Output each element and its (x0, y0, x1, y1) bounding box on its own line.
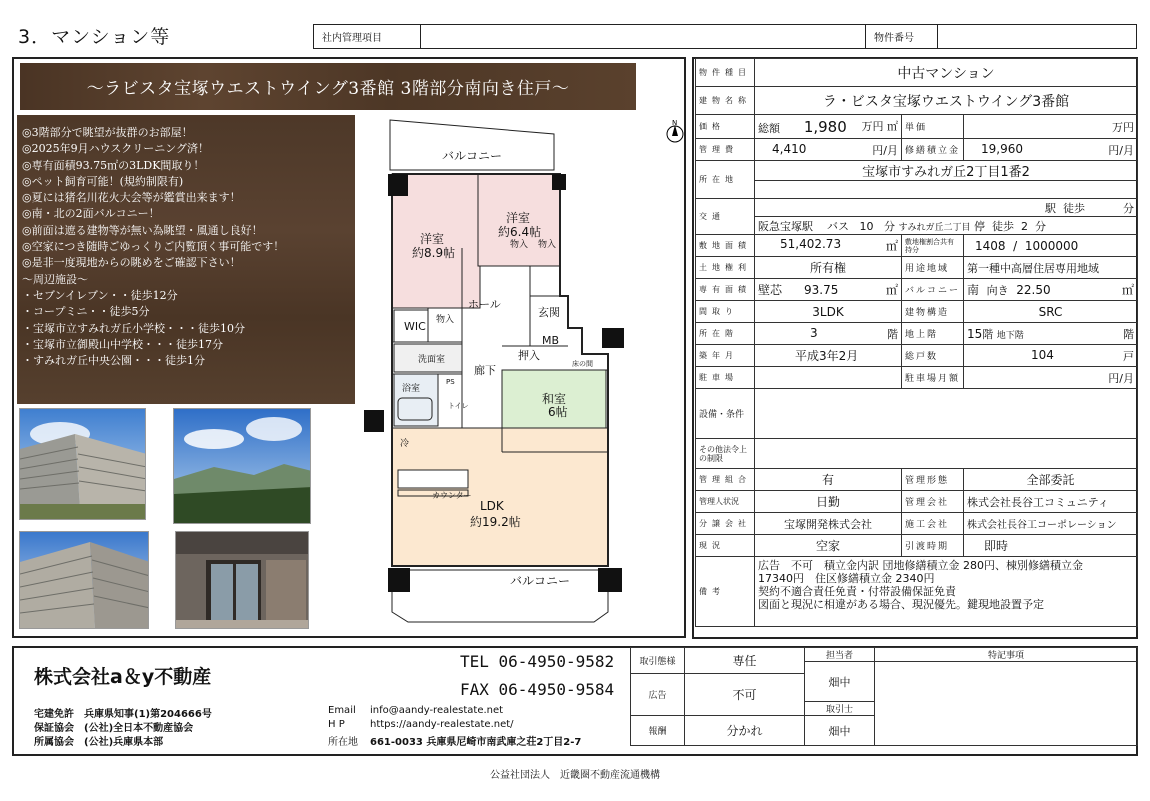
fee-value: 4,410 (772, 141, 807, 156)
unit-price-label: 単価 (901, 115, 963, 139)
plan-ldk: LDK (480, 499, 504, 513)
plan-tokonoma: 床の間 (572, 360, 593, 368)
plan-mb: MB (542, 334, 560, 347)
entrance-photo (175, 531, 309, 629)
plan-washroom: 洗面室 (418, 355, 446, 365)
parking-value (755, 367, 902, 389)
handover-label: 引渡時期 (901, 535, 963, 557)
plan-bath: 浴室 (402, 384, 421, 394)
units-unit: 戸 (1123, 349, 1134, 363)
repair-unit: 円/月 (1108, 143, 1134, 157)
feature-line: ◎空家につき随時ごゆっくりご内覧頂く事可能です！ (22, 240, 285, 254)
deal-value: 専任 (685, 648, 805, 674)
fee-unit: 円/月 (872, 143, 898, 157)
land-area-unit: ㎡ (885, 239, 898, 253)
plan-room2-size: 約6.4帖 (498, 225, 542, 239)
seller-label: 分譲会社 (696, 513, 755, 535)
builder-label: 施工会社 (901, 513, 963, 535)
feature-line: ・セブンイレブン・・徒歩12分 (22, 288, 178, 302)
traffic2-stop: すみれガ丘二丁目 (898, 222, 971, 233)
person-label: 担当者 (805, 648, 875, 662)
manager-value: 日勤 (755, 491, 902, 513)
guarantee-text: 保証協会 (公社)全日本不動産協会 (34, 723, 194, 734)
feature-line: ◎南・北の2面バルコニー！ (22, 207, 160, 221)
repair-label: 修繕積立金 (901, 139, 963, 161)
above-label: 地上階 (901, 323, 963, 345)
feature-line: ◎3階部分で眺望が抜群のお部屋！ (22, 126, 193, 139)
feature-line: ～周辺施設～ (22, 272, 88, 286)
built-value: 平成3年2月 (755, 345, 902, 367)
mgmt-label: 社内管理項目 (314, 25, 421, 48)
land-area-label: 敷地面積 (696, 235, 755, 257)
property-banner: ～ラビスタ宝塚ウエストウイング3番館 3階部分南向き住戸～ (20, 63, 636, 110)
feature-line: ・すみれガ丘中央公園・・・徒歩1分 (22, 354, 205, 368)
parking-fee-label: 駐車場月額 (901, 367, 963, 389)
plan-washitsu: 和室 (542, 392, 567, 406)
addr-value-2 (755, 181, 1138, 199)
header-box (313, 24, 1137, 49)
zone-value: 第一種中高層住居専用地域 (963, 257, 1137, 279)
share-sep: / (1013, 238, 1018, 253)
handover-value: 即時 (963, 535, 1137, 557)
feature-line: ◎ペット飼育可能！(規約制限有) (22, 174, 184, 188)
plan-corridor: 廊下 (474, 364, 496, 377)
tel-number: TEL 06-4950-9582 (460, 652, 615, 671)
section-title: 3．マンション等 (18, 26, 171, 48)
units-value: 104 (1030, 347, 1054, 362)
layout-value: 3LDK (755, 301, 902, 323)
agent-value: 畑中 (805, 716, 875, 746)
type-value: 中古マンション (755, 59, 1138, 87)
plan-storage2: 物入 (538, 240, 557, 250)
association-text: 所属協会 (公社)兵庫県本部 (34, 737, 164, 748)
share-label: 敷地権割合共有持分 (901, 235, 963, 257)
other-value (755, 439, 1138, 469)
email-label: Email (328, 705, 356, 716)
deal-table (630, 647, 1138, 746)
building-photo-2 (19, 531, 149, 629)
assoc-label: 管理組合 (696, 469, 755, 491)
hp-link[interactable]: https://aandy-realestate.net/ (370, 719, 514, 730)
plan-room1: 洋室 (420, 232, 445, 246)
hp-label: H P (328, 719, 345, 730)
right-value: 所有権 (755, 257, 902, 279)
area-value: 93.75 (804, 283, 839, 297)
addr-value: 宝塚市すみれガ丘2丁目1番2 (755, 161, 1138, 181)
license-text: 宅建免許 兵庫県知事(1)第204666号 (34, 709, 212, 720)
feature-line: ◎2025年9月ハウスクリーニング済！ (22, 142, 210, 156)
feature-line: ・宝塚市立すみれガ丘小学校・・・徒歩10分 (22, 321, 245, 335)
plan-wc: トイレ (448, 402, 469, 410)
plan-ps: PS (446, 378, 455, 386)
plan-room1-size: 約8.9帖 (412, 246, 456, 260)
notes-value (875, 662, 1138, 746)
unit-price-unit: 万円 (1112, 120, 1134, 134)
view-photo (173, 408, 311, 524)
agent-label: 取引士 (805, 702, 875, 716)
above-unit: 階 (982, 327, 994, 341)
share-den: 1000000 (1024, 238, 1079, 253)
balc-label: バルコニー (901, 279, 963, 301)
right-label: 土地権利 (696, 257, 755, 279)
features-box (17, 115, 355, 404)
spec-table (695, 58, 1138, 627)
price-label: 価格 (696, 115, 755, 139)
area-type: 壁芯 (758, 283, 783, 297)
plan-closet: 押入 (518, 349, 540, 362)
traffic2-walk-min: 2 (1021, 219, 1029, 233)
feature-line: ◎是非一度現地からの眺めをご確認下さい！ (22, 256, 241, 270)
struct-value: SRC (963, 301, 1137, 323)
seller-value: 宝塚開発株式会社 (755, 513, 902, 535)
traffic2-walk-unit: 分 (1035, 219, 1047, 233)
floor-label: 所在階 (696, 323, 755, 345)
parking-fee-unit: 円/月 (1108, 371, 1134, 385)
share-num: 1408 (974, 238, 1006, 253)
layout-label: 間取り (696, 301, 755, 323)
company-address: 661-0033 兵庫県尼崎市南武庫之荘2丁目2-7 (370, 737, 582, 748)
area-unit: ㎡ (885, 283, 898, 297)
status-value: 空家 (755, 535, 902, 557)
status-label: 現況 (696, 535, 755, 557)
plan-ldk-size: 約19.2帖 (470, 515, 521, 529)
traffic2-stop-label: 停 (974, 219, 986, 233)
mgmt-value (421, 25, 866, 48)
plan-storage3: 物入 (436, 315, 455, 325)
notes-label: 特記事項 (875, 648, 1138, 662)
mgmt-form-value: 全部委託 (963, 469, 1137, 491)
prop-no-value (938, 25, 1136, 48)
feature-line: ◎前面は遮る建物等が無い為眺望・風通し良好！ (22, 223, 263, 237)
compass-label: N (672, 119, 678, 127)
balc-area: 22.50 (1016, 283, 1051, 297)
bottom-note: 公益社団法人 近畿圏不動産流通機構 (490, 770, 660, 781)
prop-no-label: 物件番号 (866, 25, 938, 48)
plan-entrance: 玄関 (538, 306, 560, 319)
traffic2-min-label: 分 (884, 219, 895, 233)
person-value: 畑中 (805, 662, 875, 702)
remarks-line: 広告 不可 積立金内訳 団地修繕積立金 280円、棟別修繕積立金 (758, 559, 1083, 572)
traffic2-station: 阪急宝塚駅 (758, 219, 813, 233)
above-value: 15 (966, 326, 983, 341)
email-link[interactable]: info@aandy-realestate.net (370, 705, 504, 716)
type-label: 物件種目 (696, 59, 755, 87)
mgmt-co-label: 管理会社 (901, 491, 963, 513)
sqm-unit: ㎡ (886, 119, 898, 133)
north-compass-icon (664, 118, 686, 144)
built-label: 築年月 (696, 345, 755, 367)
land-area-value: 51,402.73 (780, 237, 842, 251)
price-unit: 万円 (861, 119, 884, 133)
fax-number: FAX 06-4950-9584 (460, 680, 615, 699)
parking-label: 駐車場 (696, 367, 755, 389)
feature-line: ◎夏には猪名川花火大会等が鑑賞出来ます！ (22, 191, 241, 205)
balc-unit: ㎡ (1121, 283, 1134, 297)
name-value: ラ・ビスタ宝塚ウエストウイング3番館 (755, 87, 1138, 115)
plan-washitsu-size: 6帖 (548, 405, 568, 419)
feature-line: ・コープミニ・・徒歩5分 (22, 305, 150, 319)
equip-value (755, 389, 1138, 439)
traffic1-walk: 徒歩 (1063, 201, 1085, 215)
deal-label: 取引態様 (631, 648, 685, 674)
equip-label: 設備・条件 (696, 389, 755, 439)
name-label: 建物名称 (696, 87, 755, 115)
remarks-line: 図面と現況に相違がある場合、現況優先。鍵現地設置予定 (758, 598, 1044, 611)
below-unit: 階 (1123, 327, 1134, 341)
balc-dir-label: 向き (986, 284, 1009, 297)
traffic2-bus-min: 10 (859, 219, 874, 233)
traffic1-station: 駅 (1045, 201, 1056, 215)
remarks-label: 備考 (696, 557, 755, 627)
company-name: 株式会社a＆y不動産 (34, 666, 212, 688)
area-label: 専有面積 (696, 279, 755, 301)
price-total-label: 総額 (758, 121, 780, 135)
addr-label-footer: 所在地 (328, 737, 358, 748)
traffic2-bus: バス (827, 219, 849, 233)
remarks-line: 17340円 住区修繕積立金 2340円 (758, 572, 935, 585)
other-label: その他法令上の制限 (696, 439, 755, 469)
mgmt-form-label: 管理形態 (901, 469, 963, 491)
struct-label: 建物構造 (901, 301, 963, 323)
below-label: 地下階 (996, 330, 1024, 341)
assoc-value: 有 (755, 469, 902, 491)
floor-unit: 階 (886, 327, 898, 341)
feature-line: ・宝塚市立御殿山中学校・・・徒歩17分 (22, 337, 223, 351)
plan-balcony-north: バルコニー (442, 149, 503, 163)
traffic-label: 交通 (696, 199, 755, 235)
fee-value-footer: 分かれ (685, 716, 805, 746)
ad-label: 広告 (631, 674, 685, 716)
balc-dir: 南 (966, 283, 979, 297)
traffic1-min: 分 (1123, 201, 1134, 215)
fee-label: 管理費 (696, 139, 755, 161)
floor-plan (362, 118, 624, 626)
zone-label: 用途地域 (901, 257, 963, 279)
builder-value: 株式会社長谷工コーポレーション (963, 513, 1137, 535)
repair-value: 19,960 (980, 141, 1023, 156)
plan-wic: WIC (404, 320, 426, 333)
building-photo-1 (19, 408, 146, 520)
fee-label-footer: 報酬 (631, 716, 685, 746)
plan-room2: 洋室 (506, 211, 531, 225)
plan-storage1: 物入 (510, 240, 529, 250)
traffic2-walk: 徒歩 (992, 219, 1015, 233)
manager-label: 管理人状況 (696, 491, 755, 513)
addr-label: 所在地 (696, 161, 755, 199)
plan-ref: 冷 (400, 439, 410, 449)
floor-value: 3 (810, 325, 818, 340)
feature-line: ◎専有面積93.75㎡の3LDK間取り！ (22, 158, 205, 172)
plan-hall: ホール (468, 298, 501, 311)
price-value: 1,980 (803, 117, 847, 136)
ad-value: 不可 (685, 674, 805, 716)
plan-counter: カウンター (432, 491, 472, 500)
units-label: 総戸数 (901, 345, 963, 367)
plan-balcony-south: バルコニー (510, 574, 571, 588)
mgmt-co-value: 株式会社長谷工コミュニティ (963, 491, 1137, 513)
remarks-line: 契約不適合責任免責・付帯設備保証免責 (758, 585, 956, 598)
